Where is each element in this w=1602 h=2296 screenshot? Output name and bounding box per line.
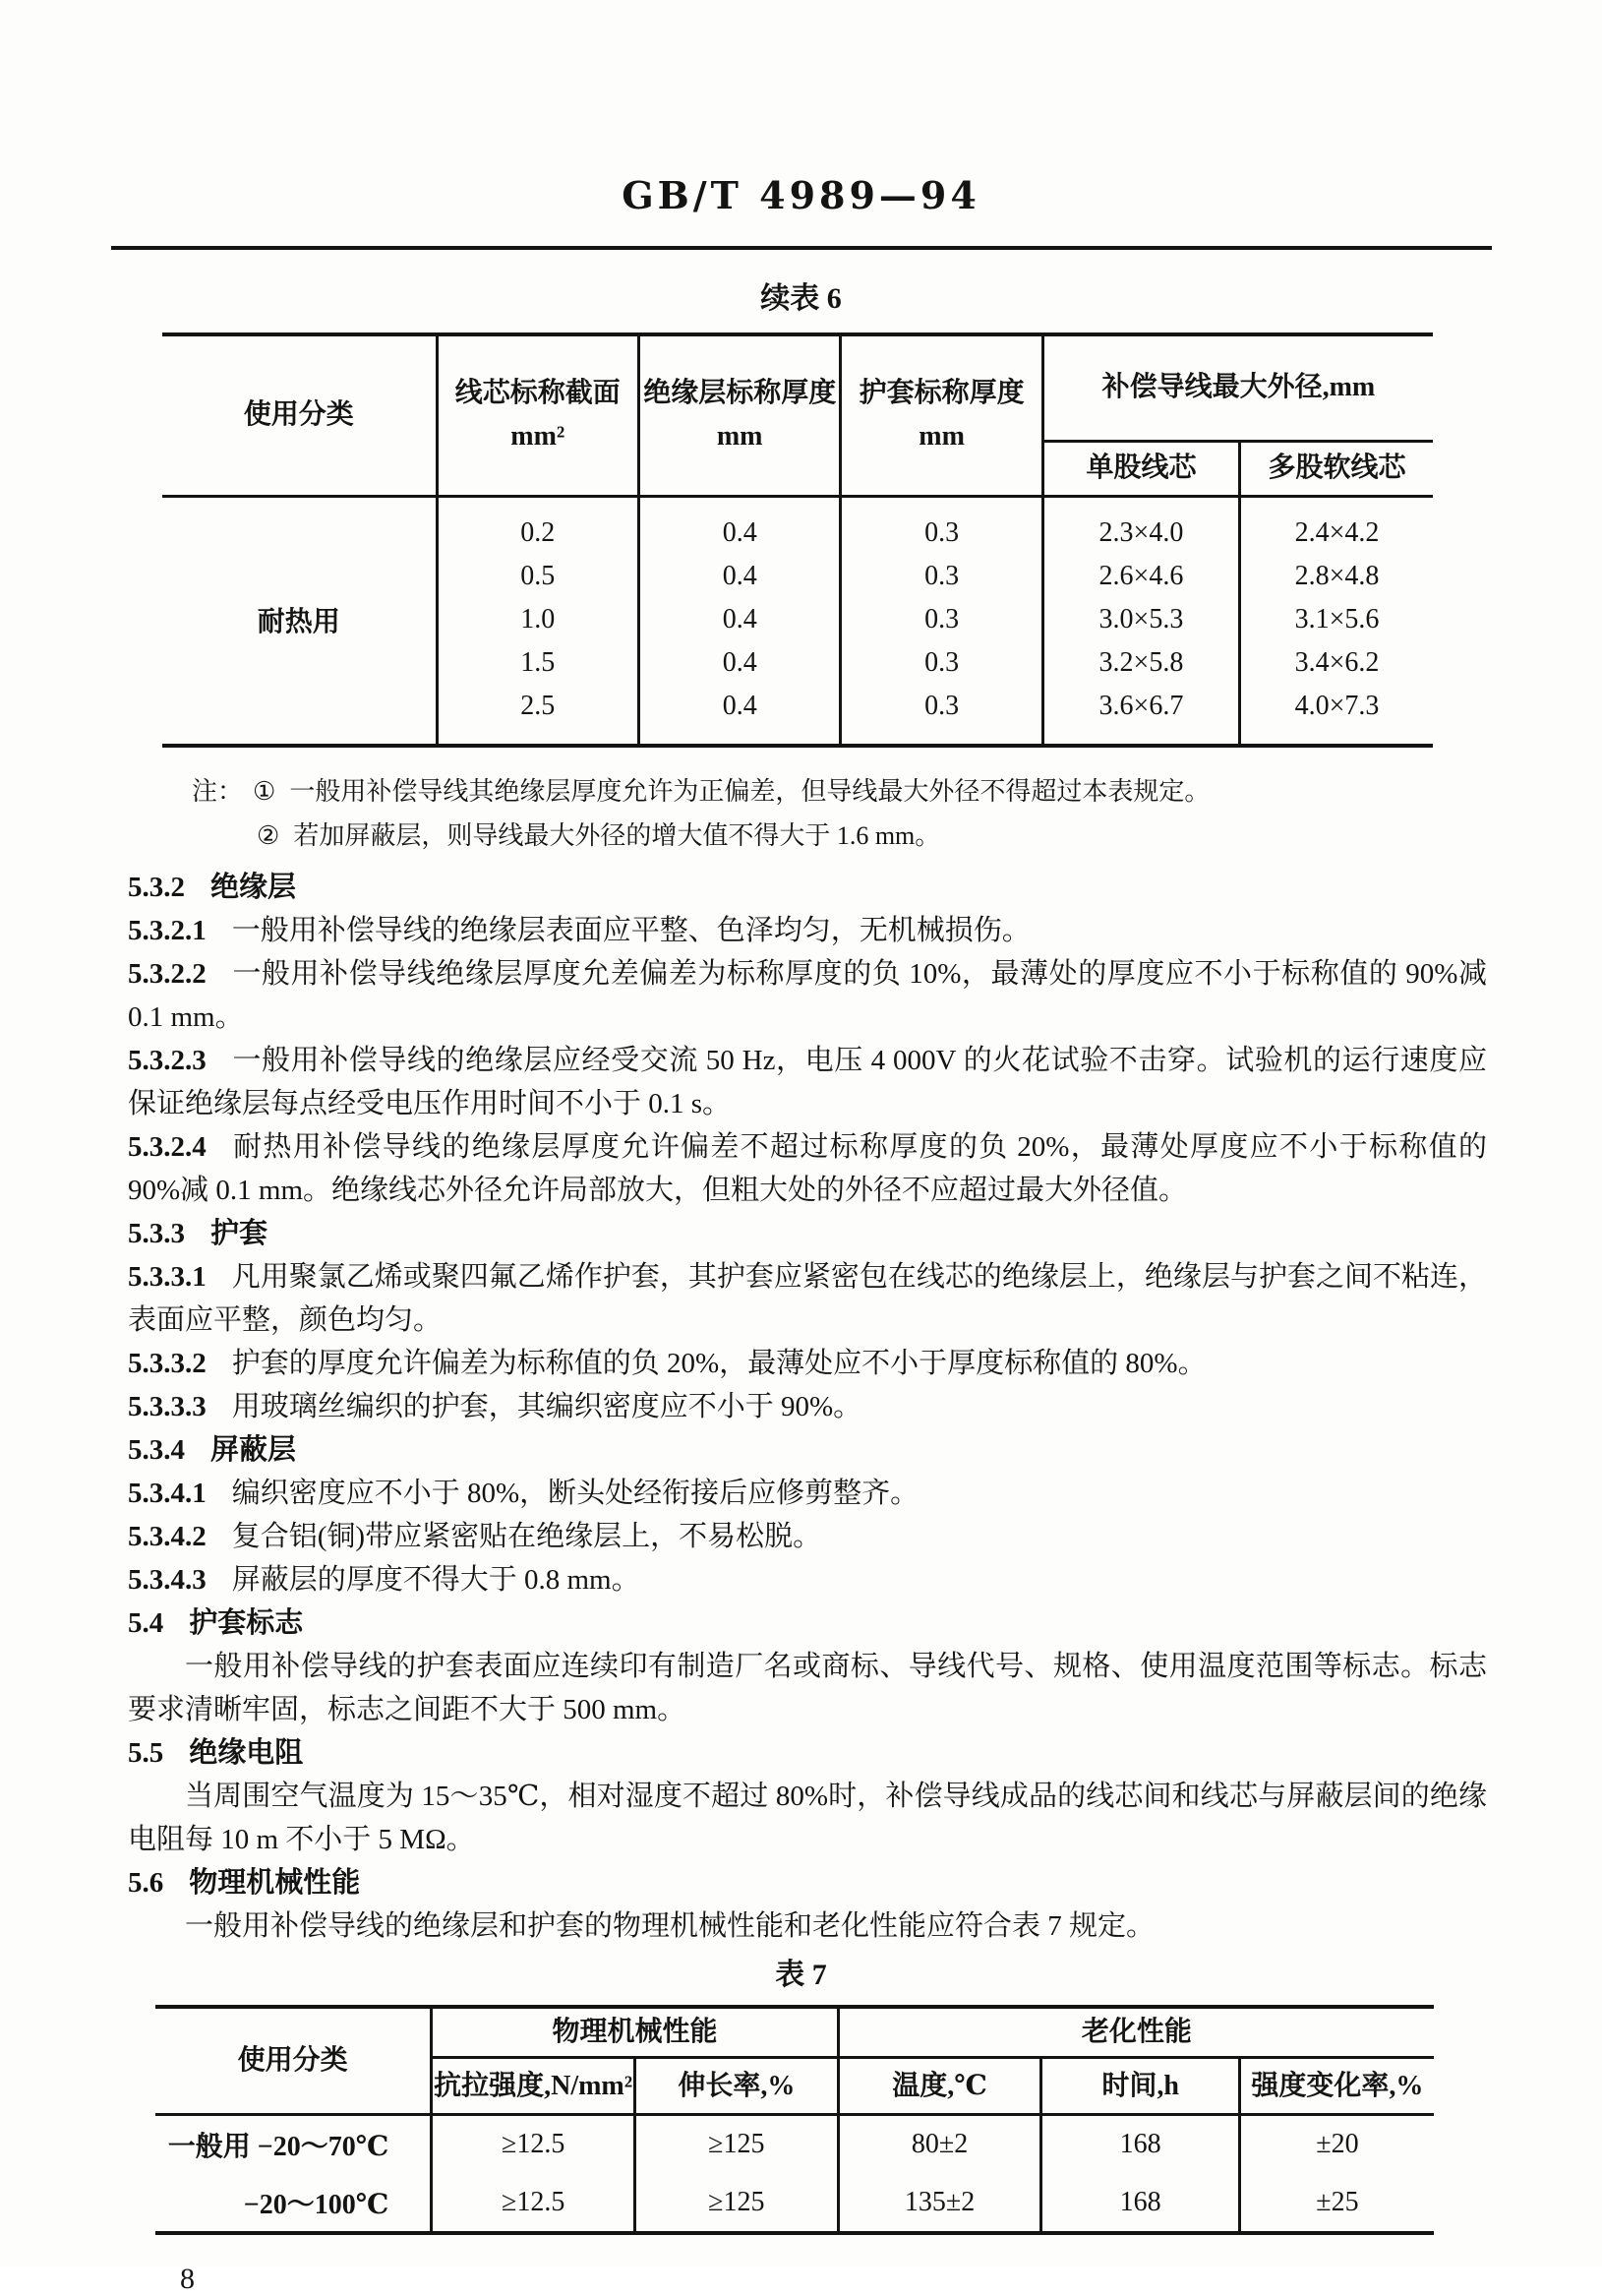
section-number: 5.3.2.4 [128, 1130, 207, 1163]
section-number: 5.3.2.3 [128, 1044, 207, 1076]
t7-elongation-1: ≥125 [634, 2115, 838, 2174]
table6-caption: 续表 6 [760, 282, 842, 315]
t7-header-strength-change-label: 强度变化率,% [1251, 2070, 1424, 2101]
t6-header-cross-section-line1: 线芯标称截面 [454, 378, 621, 409]
t6-cross-section-values [437, 496, 638, 746]
t6-header-cross-section [437, 334, 638, 496]
t7-header-aging-group [838, 2007, 1434, 2058]
t6-cell: 3.6×6.7 [1098, 690, 1184, 721]
t7-usage-2: −20～100℃ [243, 2189, 389, 2220]
t7-header-usage-label: 使用分类 [237, 2044, 348, 2076]
section-text: 耐热用补偿导线的绝缘层厚度允许偏差不超过标称厚度的负 20%，最薄处厚度应不小于标称值的 90%减 0.1 mm。绝缘线芯外径允许局部放大，但粗大处的外径不应超过最大外径值。 [128, 1130, 1487, 1206]
section-5-4-paragraph [128, 1645, 1487, 1731]
t6-cell: 0.4 [722, 646, 757, 678]
t7-time-2: 168 [1041, 2174, 1240, 2233]
note-text-1: 一般用补偿导线其绝缘层厚度允许为正偏差，但导线最大外径不得超过本表规定。 [289, 776, 1211, 806]
section-text: 屏蔽层的厚度不得大于 0.8 mm。 [231, 1563, 640, 1596]
section-text: 用玻璃丝编织的护套，其编织密度应不小于 90%。 [231, 1390, 862, 1422]
t6-header-usage [162, 334, 437, 496]
section-number: 5.3.2.1 [128, 914, 207, 946]
t7-header-temperature [838, 2058, 1041, 2115]
t6-cell: 0.4 [722, 603, 757, 634]
t6-cell: 0.4 [722, 516, 757, 548]
t7-header-aging-label: 老化性能 [1081, 2016, 1192, 2047]
section-number: 5.3.2 [128, 871, 185, 903]
t7-header-elongation [634, 2058, 838, 2115]
doc-code: GB/T 4989—94 [622, 173, 980, 217]
section-text: 凡用聚氯乙烯或聚四氟乙烯作护套，其护套应紧密包在线芯的绝缘层上，绝缘层与护套之间不粘连，表面应平整，颜色均匀。 [128, 1260, 1487, 1336]
t6-usage-value: 耐热用 [257, 606, 340, 637]
section-number: 5.5 [128, 1736, 164, 1769]
section-5-3-4 [128, 1428, 1487, 1472]
section-5-3-3-3 [128, 1385, 1487, 1428]
t7-header-tensile [432, 2058, 635, 2115]
section-text: 一般用补偿导线的护套表面应连续印有制造厂名或商标、导线代号、规格、使用温度范围等标志。标志要求清晰牢固，标志之间距不大于 500 mm。 [128, 1650, 1487, 1725]
section-text: 编织密度应不小于 80%，断头处经衔接后应修剪整齐。 [231, 1477, 920, 1509]
t6-header-sheath [841, 334, 1042, 496]
t6-multi-core-values [1240, 496, 1433, 746]
section-text: 一般用补偿导线的绝缘层和护套的物理机械性能和老化性能应符合表 7 规定。 [185, 1909, 1156, 1942]
t6-body-row [162, 496, 1433, 746]
table7-caption: 表 7 [775, 1958, 827, 1991]
t6-cell: 0.3 [924, 516, 960, 548]
t6-header-usage-label: 使用分类 [243, 399, 354, 431]
t6-cell: 2.6×4.6 [1098, 560, 1184, 591]
section-number: 5.3.3.2 [128, 1347, 207, 1379]
t6-header-multi-core-label: 多股软线芯 [1268, 453, 1406, 483]
t6-header-insulation-unit: mm [716, 421, 763, 453]
section-text: 一般用补偿导线的绝缘层应经受交流 50 Hz，电压 4 000V 的火花试验不击穿。试验机的运行速度应保证绝缘层每点经受电压作用时间不小于 0.1 s。 [128, 1044, 1487, 1119]
t6-header-single-core [1042, 441, 1239, 496]
t6-header-insulation-line1: 绝缘层标称厚度 [643, 378, 837, 409]
section-number: 5.3.4.1 [128, 1477, 207, 1509]
t6-cell: 0.3 [924, 690, 960, 721]
t7-temperature-1: 80±2 [838, 2115, 1041, 2174]
section-5-3-2-2 [128, 952, 1487, 1039]
t6-header-single-core-label: 单股线芯 [1086, 453, 1197, 483]
section-5-3-2-1 [128, 909, 1487, 952]
t6-cell: 3.2×5.8 [1098, 646, 1184, 678]
note-item-1 [192, 769, 1500, 814]
section-title: 护套标志 [189, 1606, 304, 1639]
section-number: 5.4 [128, 1606, 164, 1639]
t6-cell: 1.5 [520, 646, 556, 678]
section-5-3-3 [128, 1212, 1487, 1255]
section-5-3-2 [128, 866, 1487, 909]
t6-cell: 2.4×4.2 [1294, 516, 1380, 548]
section-text: 一般用补偿导线的绝缘层表面应平整、色泽均匀，无机械损伤。 [231, 914, 1031, 946]
t6-cell: 1.0 [520, 603, 556, 634]
title-rule [111, 246, 1492, 250]
t6-cell: 4.0×7.3 [1294, 690, 1380, 721]
t7-header-strength-change [1239, 2058, 1434, 2115]
t6-cell: 2.3×4.0 [1098, 516, 1184, 548]
section-5-3-4-2 [128, 1515, 1487, 1558]
section-title: 护套 [210, 1217, 268, 1249]
section-title: 绝缘电阻 [189, 1736, 304, 1769]
t6-header-multi-core [1240, 441, 1433, 496]
page-number: 8 [180, 2262, 195, 2295]
section-5-3-2-3 [128, 1039, 1487, 1125]
t7-tensile-2: ≥12.5 [432, 2174, 635, 2233]
section-number: 5.3.4.2 [128, 1520, 207, 1552]
t7-strength-change-1: ±20 [1239, 2115, 1434, 2174]
t7-header-physical-label: 物理机械性能 [552, 2016, 718, 2047]
t7-usage-1: 一般用 −20～70℃ [167, 2132, 389, 2163]
t6-cell: 0.3 [924, 646, 960, 678]
t6-sheath-values [841, 496, 1042, 746]
section-text: 当周围空气温度为 15～35℃，相对湿度不超过 80%时，补偿导线成品的线芯间和线芯与屏蔽层间的绝缘电阻每 10 m 不小于 5 MΩ。 [128, 1780, 1487, 1855]
t6-header-sheath-unit: mm [919, 421, 965, 453]
t6-cell: 3.4×6.2 [1294, 646, 1380, 678]
section-text: 复合铝(铜)带应紧密贴在绝缘层上，不易松脱。 [231, 1520, 822, 1552]
table6-notes [192, 769, 1500, 858]
t6-cell: 3.0×5.3 [1098, 603, 1184, 634]
t7-header-physical-group [432, 2007, 838, 2058]
t6-header-sheath-line1: 护套标称厚度 [859, 378, 1025, 409]
section-5-6 [128, 1861, 1487, 1904]
body-text [128, 866, 1487, 1948]
t6-header-cross-section-unit: mm² [510, 421, 565, 453]
t6-cell: 0.5 [520, 560, 556, 591]
section-5-3-2-4 [128, 1125, 1487, 1212]
note-marker-2: ② [257, 820, 280, 850]
t7-strength-change-2: ±25 [1239, 2174, 1434, 2233]
section-text: 护套的厚度允许偏差为标称值的负 20%，最薄处应不小于厚度标称值的 80%。 [231, 1347, 1207, 1379]
t6-header-max-od-label: 补偿导线最大外径,mm [1101, 372, 1376, 403]
section-number: 5.3.2.2 [128, 957, 207, 990]
t7-header-time-label: 时间,h [1101, 2070, 1179, 2101]
t6-cell: 3.1×5.6 [1294, 603, 1380, 634]
t6-cell: 0.4 [722, 690, 757, 721]
section-title: 绝缘层 [210, 871, 297, 903]
section-number: 5.3.3 [128, 1217, 185, 1249]
note-text-2: 若加屏蔽层，则导线最大外径的增大值不得大于 1.6 mm。 [293, 820, 941, 850]
t7-header-temperature-label: 温度,℃ [892, 2070, 987, 2101]
section-5-3-3-2 [128, 1342, 1487, 1385]
t6-cell: 2.8×4.8 [1294, 560, 1380, 591]
t7-elongation-2: ≥125 [634, 2174, 838, 2233]
t7-temperature-2: 135±2 [838, 2174, 1041, 2233]
section-5-5 [128, 1731, 1487, 1775]
t6-cell: 0.4 [722, 560, 757, 591]
section-5-5-paragraph [128, 1775, 1487, 1861]
t7-time-1: 168 [1041, 2115, 1240, 2174]
section-title: 屏蔽层 [210, 1433, 297, 1466]
section-text: 一般用补偿导线绝缘层厚度允差偏差为标称厚度的负 10%，最薄处的厚度应不小于标称值的 90%减 0.1 mm。 [128, 957, 1487, 1033]
t7-tensile-1: ≥12.5 [432, 2115, 635, 2174]
section-5-6-paragraph [128, 1904, 1487, 1948]
t7-row-1 [155, 2115, 1434, 2174]
section-number: 5.3.4 [128, 1433, 185, 1466]
note-label: 注： [192, 776, 244, 806]
table6 [162, 332, 1433, 748]
section-title: 物理机械性能 [189, 1866, 361, 1899]
note-marker-1: ① [253, 776, 276, 806]
section-5-3-4-1 [128, 1472, 1487, 1515]
t7-header-time [1041, 2058, 1240, 2115]
t6-header-max-od-group [1042, 334, 1433, 441]
section-number: 5.3.3.1 [128, 1260, 207, 1293]
t6-cell: 2.5 [520, 690, 556, 721]
section-number: 5.3.4.3 [128, 1563, 207, 1596]
t7-header-tensile-label: 抗拉强度,N/mm² [434, 2070, 633, 2101]
t7-header-usage [155, 2007, 432, 2115]
t6-insulation-values [638, 496, 840, 746]
section-5-4 [128, 1601, 1487, 1645]
t6-cell: 0.3 [924, 603, 960, 634]
section-5-3-3-1 [128, 1255, 1487, 1342]
note-item-2 [257, 814, 1500, 858]
table7 [155, 2005, 1434, 2235]
t6-cell: 0.3 [924, 560, 960, 591]
t7-row-2 [155, 2174, 1434, 2233]
section-number: 5.3.3.3 [128, 1390, 207, 1422]
t6-header-insulation [638, 334, 840, 496]
section-number: 5.6 [128, 1866, 164, 1899]
section-5-3-4-3 [128, 1558, 1487, 1601]
t6-single-core-values [1042, 496, 1239, 746]
t7-header-elongation-label: 伸长率,% [678, 2070, 796, 2101]
t6-cell: 0.2 [520, 516, 556, 548]
